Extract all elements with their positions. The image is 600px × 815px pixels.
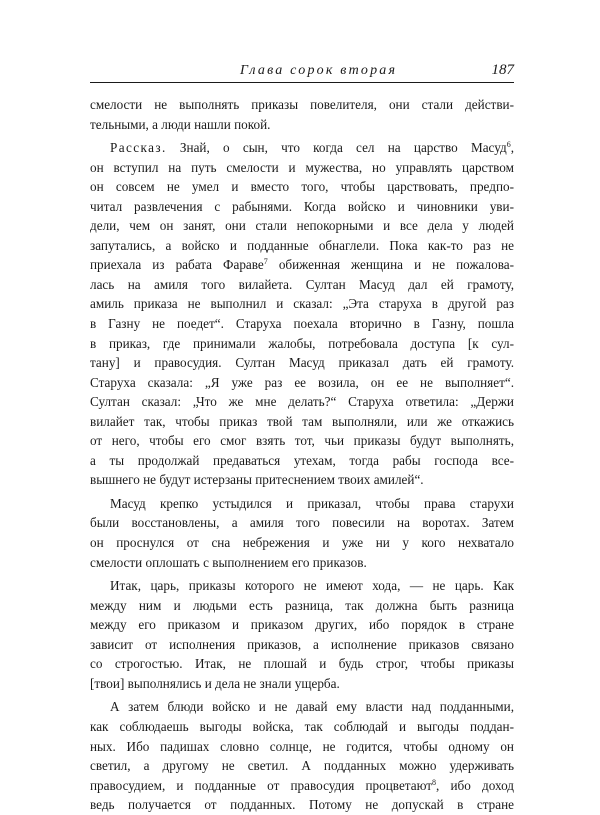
paragraph — [90, 95, 514, 134]
text-line: были восстановлены, а амиля того повесили на воротах. Затем — [90, 515, 514, 531]
chapter-title: Глава сорок вторая — [240, 63, 398, 78]
text-line: он проснулся от сна небрежения и уже ни у кого нехватало — [90, 535, 514, 551]
text-line: зависит от исполнения приказов, а исполнение приказов связано — [90, 636, 514, 652]
footnote-ref: 7 — [263, 257, 268, 267]
paragraph — [90, 697, 514, 814]
text-line: от него, чтобы его смог взять тот, чьи приказы будут выполнять, — [90, 433, 514, 449]
text-line: смелости оплошать с выполнением его приказов. — [90, 554, 367, 570]
text-line: правосудием, и подданные от правосудия процветают$^8$, ибо доход — [90, 777, 514, 793]
text-line: светил, а другому не светил. А подданных можно удерживать — [90, 758, 514, 774]
text-line: ных. Ибо падишах словно солнце, не годится, чтобы одному он — [90, 738, 514, 754]
text-line: между ним и людьми есть разница, так должна быть разница — [90, 597, 514, 613]
text-line: как соблюдаешь выгоды войска, так соблюдай и выгоды поддан- — [90, 718, 514, 734]
text-line: лась на амиля того вилайета. Султан Масуд дал ей грамоту, — [90, 276, 514, 292]
text-line: тану] и правосудия. Султан Масуд приказал дать ей грамоту. — [90, 355, 514, 371]
text-line: Масуд крепко устыдился и приказал, чтобы права старухи — [110, 495, 514, 511]
text-line: тельными, а люди нашли покой. — [90, 116, 271, 132]
text-line: Рассказ. Знай, о сын, что когда сел на царство Масуд$^6$, — [110, 140, 514, 156]
paragraph — [90, 494, 514, 572]
text-line: он совсем не умел и вместо того, чтобы царствовать, предпо- — [90, 179, 514, 195]
text-line: в приказ, где принимали жалобы, потребовала доступа [к сул- — [90, 335, 514, 351]
text-line: между его приказом и приказом других, ибо порядок в стране — [90, 617, 514, 633]
text-line: смелости не выполнять приказы повелителя, они стали действи- — [90, 97, 514, 112]
text-line: Султан сказал: „Что же мне делать?“ Старуха ответила: „Держи — [90, 394, 514, 410]
text-line: он вступил на путь смелости и мужества, но управлять царством — [90, 159, 514, 175]
text-line: Старуха сказала: „Я уже раз ее возила, он ее не выполняет“. — [90, 374, 514, 390]
text-line: Итак, царь, приказы которого не имеют хода, — не царь. Как — [110, 578, 514, 594]
text-line: амиль приказа не выполнил и сказал: „Эта старуха в другой раз — [90, 296, 514, 312]
text-line: вышнего не будут истерзаны притеснением твоих амилей“. — [90, 472, 424, 488]
footnote-ref: 8 — [432, 777, 437, 787]
text-line: [твои] выполнялись и дела не знали ущерба. — [90, 675, 340, 691]
text-line: А затем блюди войско и не давай ему власти над подданными, — [110, 699, 514, 715]
text-line: дели, чем он занят, они стали непокорными и все дела у людей — [90, 218, 514, 234]
text-line: со строгостью. Итак, не плошай и будь строг, чтобы приказы — [90, 656, 514, 672]
text-line: запутались, а войско и подданные обнаглели. Пока как-то раз не — [90, 237, 514, 253]
story-label: Рассказ. — [110, 140, 167, 156]
page-number: 187 — [491, 62, 514, 78]
text-line: а ты продолжай предаваться утехам, тогда рабы господа все- — [90, 452, 514, 468]
body-text — [90, 95, 514, 815]
footnote-ref: 6 — [506, 140, 511, 150]
text-line: приехала из рабата Фараве$^7$ обиженная женщина и не пожалова- — [90, 257, 514, 273]
text-line: читал развлечения с рабынями. Когда войско и чиновники уви- — [90, 198, 514, 214]
running-head — [90, 60, 514, 83]
text-line: в Газну не поедет“. Старуха поехала вторично в Газну, пошла — [90, 316, 514, 332]
text-line: ведь получается от подданных. Потому не допускай в стране — [90, 797, 514, 813]
text-line: вилайет так, чтобы приказ твой там выполняли, или же откажись — [90, 413, 514, 429]
paragraph-story — [90, 138, 514, 490]
paragraph — [90, 576, 514, 693]
